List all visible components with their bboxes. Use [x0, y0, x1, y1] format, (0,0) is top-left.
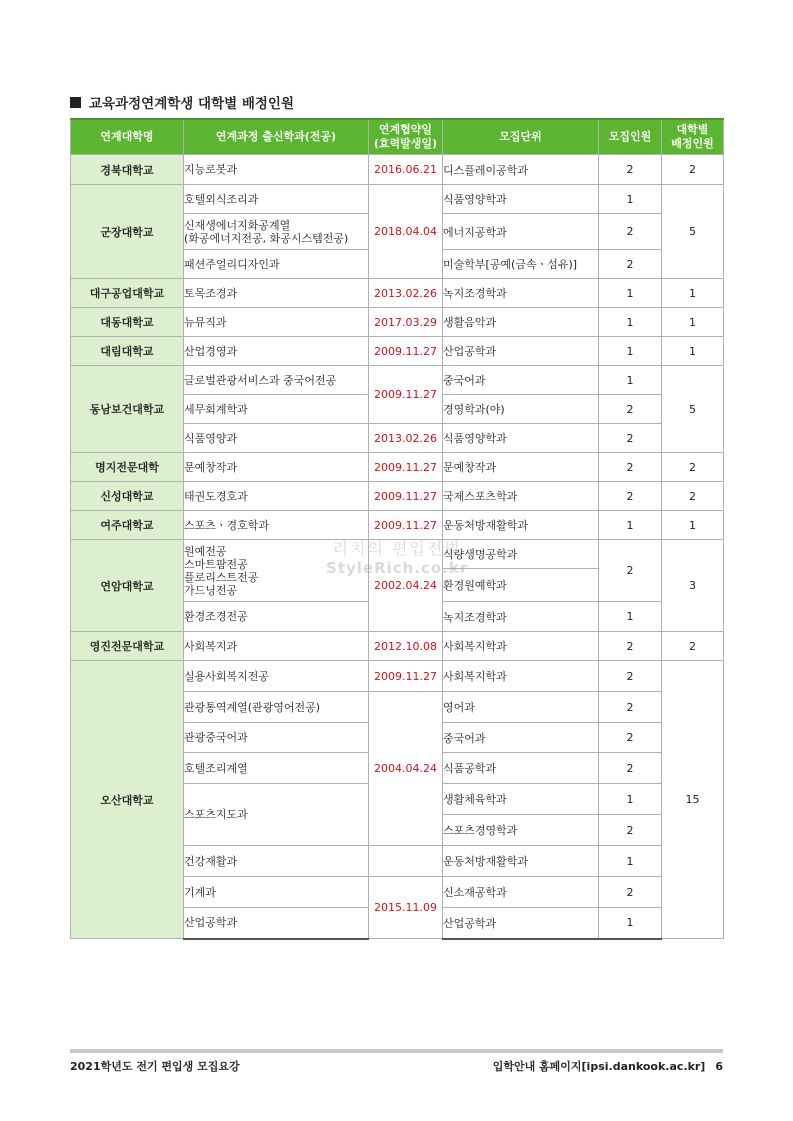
- alloc-cell: 1: [662, 308, 724, 337]
- alloc-cell: 1: [662, 337, 724, 366]
- quota-cell: 2: [599, 250, 662, 279]
- alloc-cell: 2: [662, 482, 724, 511]
- unit-cell: 국제스포츠학과: [443, 482, 599, 511]
- course-cell: 환경조경전공: [184, 602, 369, 632]
- unit-cell: 미술학부[공예(금속ㆍ섬유)]: [443, 250, 599, 279]
- header-quota: 모집인원: [599, 119, 662, 155]
- date-cell: 2016.06.21: [369, 155, 443, 185]
- quota-cell: 2: [599, 155, 662, 185]
- quota-cell: 1: [599, 337, 662, 366]
- table-row: [71, 632, 724, 661]
- uni-name: 여주대학교: [71, 511, 184, 540]
- date-cell: 2012.10.08: [369, 632, 443, 661]
- quota-cell: 2: [599, 395, 662, 424]
- unit-cell: 식품영양학과: [443, 185, 599, 214]
- date-cell: 2009.11.27: [369, 366, 443, 424]
- course-cell: 사회복지과: [184, 632, 369, 661]
- uni-name: 대동대학교: [71, 308, 184, 337]
- uni-name: 경북대학교: [71, 155, 184, 185]
- course-cell: 문예창작과: [184, 453, 369, 482]
- quota-cell: 1: [599, 602, 662, 632]
- quota-cell: 1: [599, 308, 662, 337]
- unit-cell: 산업공학과: [443, 337, 599, 366]
- unit-cell: 에너지공학과: [443, 214, 599, 250]
- course-cell: 산업경영과: [184, 337, 369, 366]
- quota-cell: 1: [599, 846, 662, 877]
- date-cell: 2009.11.27: [369, 511, 443, 540]
- course-cell: 기계과: [184, 877, 369, 908]
- unit-cell: 생활체육학과: [443, 784, 599, 815]
- date-cell: 2009.11.27: [369, 482, 443, 511]
- course-cell: 스포츠ㆍ경호학과: [184, 511, 369, 540]
- quota-cell: 2: [599, 661, 662, 692]
- course-cell: 관광통역계열(관광영어전공): [184, 692, 369, 723]
- unit-cell: 식품영양학과: [443, 424, 599, 453]
- course-cell: 식품영양과: [184, 424, 369, 453]
- alloc-cell: 15: [662, 661, 724, 939]
- header-course: 연계과정 출신학과(전공): [184, 119, 369, 155]
- unit-cell: 사회복지학과: [443, 632, 599, 661]
- quota-cell: 2: [599, 482, 662, 511]
- unit-cell: 운동처방재활학과: [443, 846, 599, 877]
- alloc-cell: 5: [662, 366, 724, 453]
- date-cell: [369, 846, 443, 877]
- course-cell: 건강재활과: [184, 846, 369, 877]
- unit-cell: 스포츠경영학과: [443, 815, 599, 846]
- alloc-cell: 5: [662, 185, 724, 279]
- uni-name: 명지전문대학: [71, 453, 184, 482]
- unit-cell: 중국어과: [443, 366, 599, 395]
- course-cell: 태권도경호과: [184, 482, 369, 511]
- course-cell: 지능로봇과: [184, 155, 369, 185]
- quota-cell: 1: [599, 511, 662, 540]
- date-cell: 2009.11.27: [369, 453, 443, 482]
- alloc-cell: 1: [662, 279, 724, 308]
- table-row: [71, 453, 724, 482]
- alloc-cell: 2: [662, 155, 724, 185]
- quota-cell: 2: [599, 815, 662, 846]
- unit-cell: 녹지조경학과: [443, 279, 599, 308]
- quota-cell: 2: [599, 753, 662, 784]
- table-row: [71, 540, 724, 569]
- alloc-cell: 2: [662, 632, 724, 661]
- unit-cell: 식품공학과: [443, 753, 599, 784]
- unit-cell: 식량생명공학과: [443, 540, 599, 569]
- quota-cell: 2: [599, 692, 662, 723]
- course-cell: 스포츠지도과: [184, 784, 369, 846]
- unit-cell: 사회복지학과: [443, 661, 599, 692]
- uni-name: 신성대학교: [71, 482, 184, 511]
- unit-cell: 디스플레이공학과: [443, 155, 599, 185]
- square-bullet-icon: [70, 97, 81, 108]
- unit-cell: 환경원예학과: [443, 569, 599, 602]
- page-number: 6: [715, 1060, 723, 1073]
- quota-cell: 2: [599, 214, 662, 250]
- unit-cell: 운동처방재활학과: [443, 511, 599, 540]
- course-cell: 관광중국어과: [184, 723, 369, 753]
- footer-divider: [70, 1049, 723, 1053]
- uni-name: 연암대학교: [71, 540, 184, 632]
- quota-cell: 2: [599, 632, 662, 661]
- header-unit: 모집단위: [443, 119, 599, 155]
- table-row: [71, 279, 724, 308]
- quota-cell: 1: [599, 908, 662, 939]
- course-cell: 세무회계학과: [184, 395, 369, 424]
- course-cell: 토목조경과: [184, 279, 369, 308]
- footer-homepage: 입학안내 홈페이지[ipsi.dankook.ac.kr]: [492, 1060, 706, 1073]
- date-cell: 2017.03.29: [369, 308, 443, 337]
- watermark-line2: StyleRich.co.kr: [326, 559, 469, 577]
- quota-cell: 1: [599, 366, 662, 395]
- date-cell: 2013.02.26: [369, 424, 443, 453]
- unit-cell: 경영학과(야): [443, 395, 599, 424]
- quota-cell: 1: [599, 185, 662, 214]
- table-header-row: [71, 119, 724, 155]
- table-row: [71, 337, 724, 366]
- uni-name: 영진전문대학교: [71, 632, 184, 661]
- section-heading: [70, 92, 294, 112]
- table-row: [71, 511, 724, 540]
- footer-right: [493, 1058, 723, 1074]
- header-uni: 연계대학명: [71, 119, 184, 155]
- unit-cell: 영어과: [443, 692, 599, 723]
- course-cell: 뉴뮤직과: [184, 308, 369, 337]
- section-title: 교육과정연계학생 대학별 배정인원: [89, 96, 295, 112]
- date-cell: 2009.11.27: [369, 661, 443, 692]
- alloc-cell: 2: [662, 453, 724, 482]
- table-row: [71, 366, 724, 395]
- course-cell: 산업공학과: [184, 908, 369, 939]
- date-cell: 2004.04.24: [369, 692, 443, 846]
- unit-cell: 중국어과: [443, 723, 599, 753]
- course-cell: 신재생에너지화공계열 (화공에너지전공, 화공시스템전공): [184, 214, 369, 250]
- table-row: [71, 185, 724, 214]
- quota-cell: 1: [599, 784, 662, 815]
- date-cell: 2015.11.09: [369, 877, 443, 939]
- watermark-line1: 리치의 편입전법: [332, 539, 462, 558]
- quota-cell: 2: [599, 424, 662, 453]
- date-cell: 2018.04.04: [369, 185, 443, 279]
- uni-name: 대림대학교: [71, 337, 184, 366]
- header-date: 연계협약일 (효력발생일): [369, 119, 443, 155]
- table-row: [71, 661, 724, 692]
- unit-cell: 신소재공학과: [443, 877, 599, 908]
- uni-name: 대구공업대학교: [71, 279, 184, 308]
- unit-cell: 문예창작과: [443, 453, 599, 482]
- table-row: [71, 155, 724, 185]
- allocation-table: [70, 118, 724, 940]
- unit-cell: 산업공학과: [443, 908, 599, 939]
- quota-cell: 1: [599, 279, 662, 308]
- quota-cell: 2: [599, 453, 662, 482]
- date-cell: 2002.04.24: [369, 540, 443, 632]
- footer-doc-title: 2021학년도 전기 편입생 모집요강: [70, 1060, 240, 1073]
- quota-cell: 2: [599, 540, 662, 602]
- course-cell: 실용사회복지전공: [184, 661, 369, 692]
- course-cell: 글로벌관광서비스과 중국어전공: [184, 366, 369, 395]
- unit-cell: 녹지조경학과: [443, 602, 599, 632]
- date-cell: 2013.02.26: [369, 279, 443, 308]
- unit-cell: 생활음악과: [443, 308, 599, 337]
- date-cell: 2009.11.27: [369, 337, 443, 366]
- uni-name: 동남보건대학교: [71, 366, 184, 453]
- course-cell: 패션주얼리디자인과: [184, 250, 369, 279]
- table-row: [71, 482, 724, 511]
- table-row: [71, 308, 724, 337]
- alloc-cell: 3: [662, 540, 724, 632]
- alloc-cell: 1: [662, 511, 724, 540]
- quota-cell: 2: [599, 723, 662, 753]
- header-alloc: 대학별 배정인원: [662, 119, 724, 155]
- uni-name: 군장대학교: [71, 185, 184, 279]
- course-cell: 호텔외식조리과: [184, 185, 369, 214]
- quota-cell: 2: [599, 877, 662, 908]
- course-cell: 호텔조리계열: [184, 753, 369, 784]
- uni-name: 오산대학교: [71, 661, 184, 939]
- course-cell: 원예전공 스마트팜전공 플로리스트전공 가드닝전공: [184, 540, 369, 602]
